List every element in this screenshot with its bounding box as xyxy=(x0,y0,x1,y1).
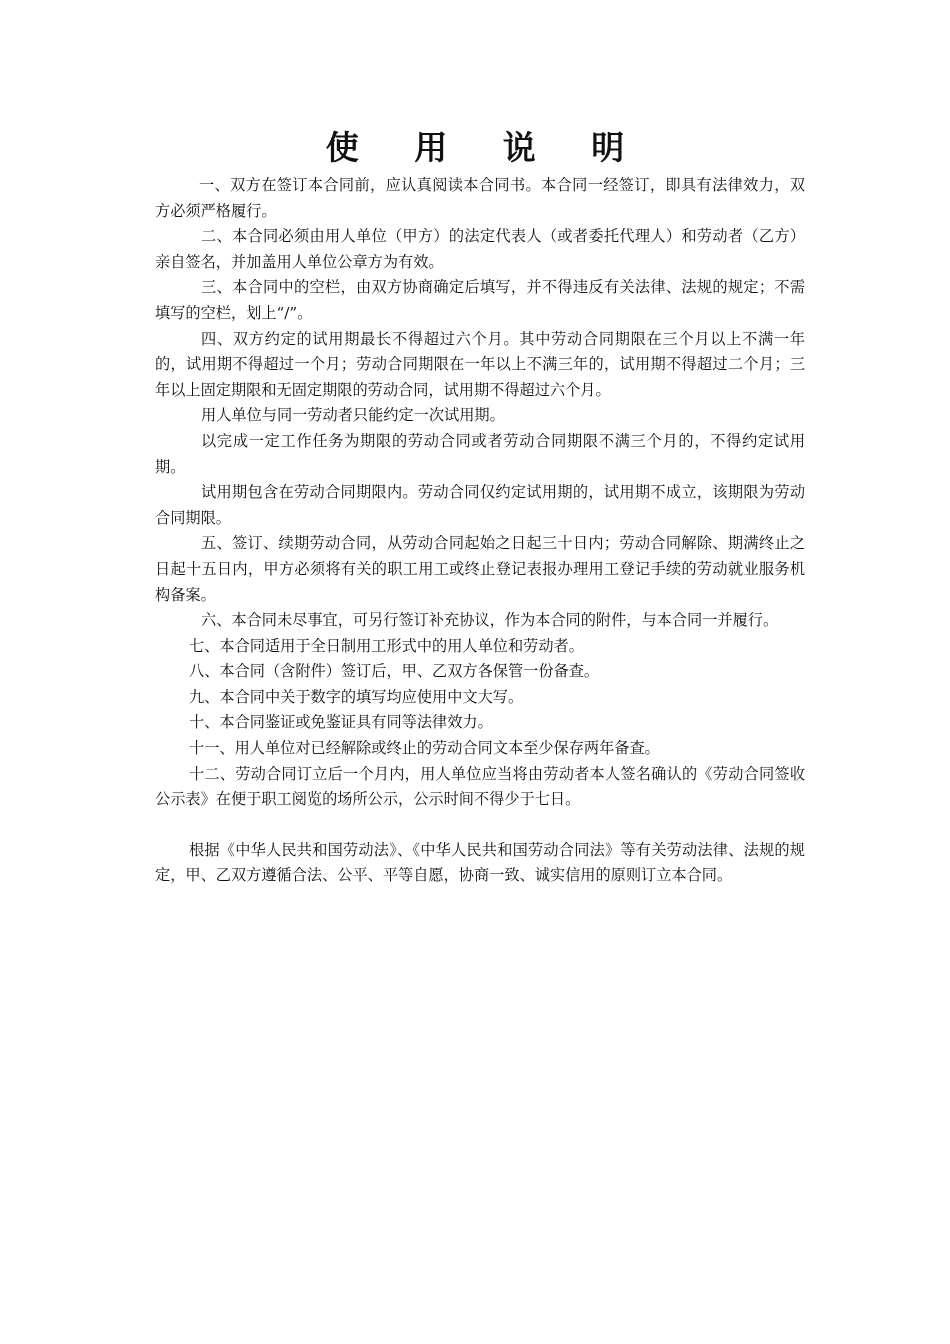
paragraph-9: 九、本合同中关于数字的填写均应使用中文大写。 xyxy=(189,687,524,706)
closing-paragraph: 根据《中华人民共和国劳动法》、《中华人民共和国劳动合同法》等有关劳动法律、法规的规定，甲、乙双方遵循合法、公平、平等自愿，协商一致、诚实信用的原则订立本合同。 xyxy=(155,840,805,885)
paragraph-1: 一、双方在签订本合同前，应认真阅读本合同书。本合同一经签订，即具有法律效力，双方必须严格履行。 xyxy=(155,176,805,220)
page-title: 使 用 说 明 xyxy=(325,128,647,167)
instructions-body xyxy=(155,173,805,889)
paragraph-7: 七、本合同适用于全日制用工形式中的用人单位和劳动者。 xyxy=(189,636,584,655)
paragraph-4: 四、双方约定的试用期最长不得超过六个月。其中劳动合同期限在三个月以上不满一年的，试用期不得超过一个月；劳动合同期限在一年以上不满三年的，试用期不得超过二个月；三年以上固定期限和无固定期限的劳动合同，试用期不得超过六个月。 xyxy=(155,329,805,399)
paragraph-12: 十二、劳动合同订立后一个月内，用人单位应当将由劳动者本人签名确认的《劳动合同签收公示表》在便于职工阅览的场所公示，公示时间不得少于七日。 xyxy=(155,764,805,809)
paragraph-5: 五、签订、续期劳动合同，从劳动合同起始之日起三十日内；劳动合同解除、期满终止之日起十五日内，甲方必须将有关的职工用工或终止登记表报办理用工登记手续的劳动就业服务机构备案。 xyxy=(155,534,805,604)
paragraph-6: 六、本合同未尽事宜，可另行签订补充协议，作为本合同的附件，与本合同一并履行。 xyxy=(201,611,779,630)
paragraph-2: 二、本合同必须由用人单位（甲方）的法定代表人（或者委托代理人）和劳动者（乙方）亲自签名，并加盖用人单位公章方为有效。 xyxy=(155,227,805,271)
paragraph-10: 十、本合同鉴证或免鉴证具有同等法律效力。 xyxy=(189,713,493,732)
spacer xyxy=(155,813,805,838)
paragraph-11: 十一、用人单位对已经解除或终止的劳动合同文本至少保存两年备查。 xyxy=(189,739,660,758)
paragraph-8: 八、本合同（含附件）签订后，甲、乙双方各保管一份备查。 xyxy=(189,662,600,681)
paragraph-4c: 试用期包含在劳动合同期限内。劳动合同仅约定试用期的，试用期不成立，该期限为劳动合同期限。 xyxy=(155,483,805,527)
paragraph-3: 三、本合同中的空栏，由双方协商确定后填写，并不得违反有关法律、法规的规定；不需填写的空栏，划上“/”。 xyxy=(155,278,805,322)
paragraph-4b: 以完成一定工作任务为期限的劳动合同或者劳动合同期限不满三个月的，不得约定试用期。 xyxy=(155,431,805,476)
paragraph-4a: 用人单位与同一劳动者只能约定一次试用期。 xyxy=(201,406,505,425)
